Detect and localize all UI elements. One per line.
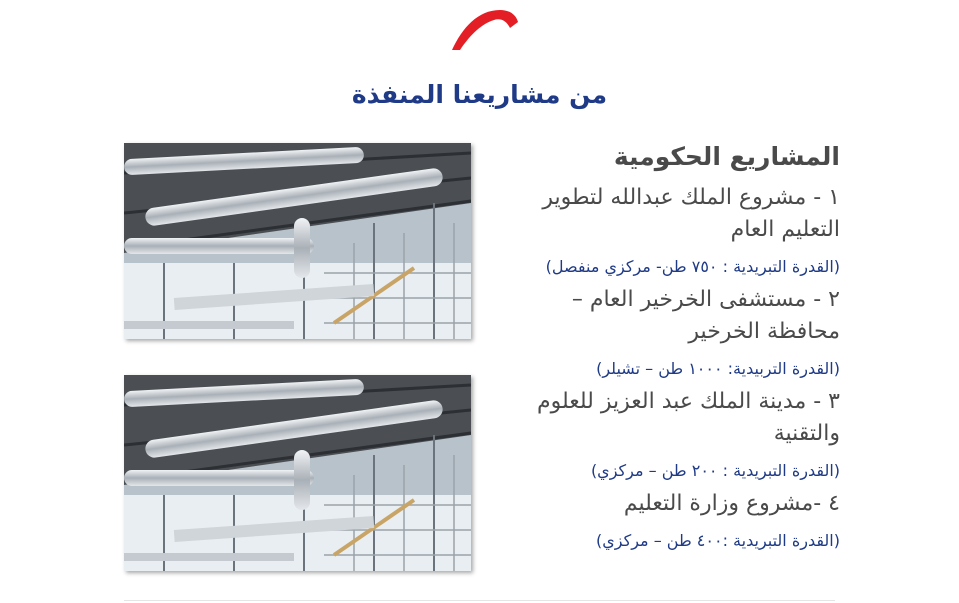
swoosh-logo-icon: [448, 6, 520, 52]
section-heading: المشاريع الحكومية: [613, 142, 840, 171]
project-photo-1: [124, 143, 471, 339]
project-capacity: (القدرة التبريدية : ٧٥٠ طن- مركزي منفصل): [545, 257, 840, 276]
project-photo-2: [124, 375, 471, 571]
projects-list: [520, 138, 840, 558]
list-item: [520, 386, 840, 484]
project-name: ٤ -مشروع وزارة التعليم: [623, 491, 840, 516]
list-item: [520, 284, 840, 382]
project-name: ١ - مشروع الملك عبدالله لتطوير التعليم العام: [542, 185, 840, 242]
list-item: [520, 182, 840, 280]
project-capacity: (القدرة التبريدية : ٢٠٠ طن – مركزي): [590, 461, 840, 480]
list-item: [520, 488, 840, 554]
divider: [124, 600, 835, 601]
project-capacity: (القدرة التبريدية :٤٠٠ طن – مركزي): [596, 531, 840, 550]
project-capacity: (القدرة التربيدية: ١٠٠٠ طن – تشيلر): [596, 359, 840, 378]
page-title: من مشاريعنا المنفذة: [351, 80, 608, 109]
project-name: ٢ - مستشفى الخرخير العام – محافظة الخرخير: [571, 287, 840, 344]
project-name: ٣ - مدينة الملك عبد العزيز للعلوم والتقنية: [537, 389, 840, 446]
